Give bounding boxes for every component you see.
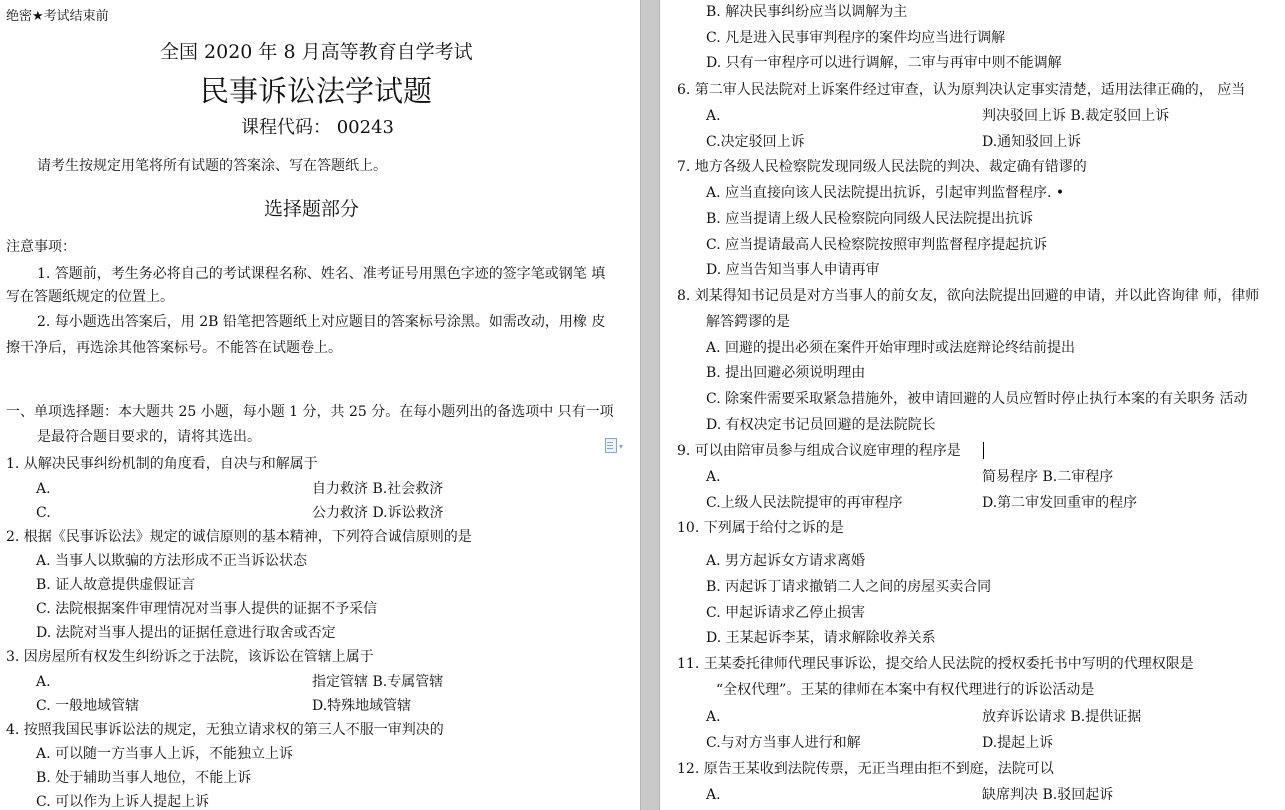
q12-options-ab: 缺席判决 B.驳回起诉	[982, 787, 1114, 803]
q5-option-b: B. 解决民事纠纷应当以调解为主	[706, 4, 908, 20]
note-1-line-1: 1. 答题前，考生务必将自己的考试课程名称、姓名、准考证号用黑色字迹的签字笔或钢笔 填	[37, 266, 606, 282]
q6-options-ab: 判决驳回上诉 B.裁定驳回上诉	[982, 108, 1170, 124]
q2-option-b: B. 证人故意提供虚假证言	[36, 577, 196, 593]
q3-option-c: C. 一般地域管辖	[36, 698, 140, 714]
q10-option-d: D. 王某起诉李某，请求解除收养关系	[706, 630, 936, 646]
q7-option-d: D. 应当告知当事人申请再审	[706, 262, 880, 278]
question-6: 6. 第二审人民法院对上诉案件经过审查，认为原判决认定事实清楚，适用法律正确的， 应当	[677, 82, 1246, 98]
q11-options-ab: 放弃诉讼请求 B.提供证据	[982, 709, 1142, 725]
q6-option-a: A.	[706, 108, 721, 124]
q9-options-ab: 简易程序 B.二审程序	[982, 469, 1114, 485]
q1-options-cd: 公力救济 D.诉讼救济	[312, 505, 444, 521]
q10-option-b: B. 丙起诉丁请求撤销二人之间的房屋买卖合同	[706, 579, 992, 595]
q9-option-c: C.上级人民法院提审的再审程序	[706, 495, 903, 511]
question-11-line-2: “全权代理”。王某的律师在本案中有权代理进行的诉讼活动是	[716, 682, 1095, 698]
left-page	[0, 0, 640, 810]
section-title: 选择题部分	[264, 198, 360, 220]
document-icon[interactable]	[605, 438, 624, 454]
q6-option-c: C.决定驳回上诉	[706, 134, 805, 150]
question-3: 3. 因房屋所有权发生纠纷诉之于法院，该诉讼在管辖上属于	[6, 649, 374, 665]
chevron-down-icon[interactable]: ▾	[619, 442, 624, 451]
question-7: 7. 地方各级人民检察院发现同级人民法院的判决、裁定确有错谬的	[677, 159, 1087, 175]
note-1-line-2: 写在答题纸规定的位置上。	[6, 289, 174, 305]
q2-option-a: A. 当事人以欺骗的方法形成不正当诉讼状态	[36, 553, 308, 569]
right-page	[660, 0, 1285, 810]
q3-options-ab: 指定管辖 B.专属管辖	[312, 674, 444, 690]
notes-heading: 注意事项：	[6, 239, 76, 255]
secret-mark: 绝密★考试结束前	[6, 9, 109, 24]
q9-option-d: D.第二审发回重审的程序	[982, 495, 1138, 511]
note-2-line-2: 擦干净后，再选涂其他答案标号。不能答在试题卷上。	[6, 340, 342, 356]
q8-option-b: B. 提出回避必须说明理由	[706, 365, 866, 381]
part1-heading-line-2: 是最符合题目要求的，请将其选出。	[37, 429, 261, 445]
question-9: 9. 可以由陪审员参与组成合议庭审理的程序是	[677, 443, 961, 459]
q6-option-d: D.通知驳回上诉	[982, 134, 1082, 150]
q3-option-a: A.	[36, 674, 51, 690]
q5-option-c: C. 凡是进入民事审判程序的案件均应当进行调解	[706, 30, 1006, 46]
q10-option-c: C. 甲起诉请求乙停止损害	[706, 605, 866, 621]
q1-options-ab: 自力救济 B.社会救济	[312, 481, 444, 497]
q9-option-a: A.	[706, 469, 721, 485]
q11-option-a: A.	[706, 709, 721, 725]
question-11-line-1: 11. 王某委托律师代理民事诉讼，提交给人民法院的授权委托书中写明的代理权限是	[677, 656, 1194, 672]
text-cursor	[983, 442, 984, 459]
q1-option-c: C.	[36, 505, 51, 521]
page-gutter	[640, 0, 660, 810]
q1-option-a: A.	[36, 481, 51, 497]
q12-option-a: A.	[706, 787, 721, 803]
q8-option-d: D. 有权决定书记员回避的是法院院长	[706, 417, 936, 433]
q2-option-d: D. 法院对当事人提出的证据任意进行取舍或否定	[36, 625, 336, 641]
course-code: 课程代码： 00243	[241, 117, 394, 138]
q4-option-c: C. 可以作为上诉人提起上诉	[36, 794, 210, 810]
question-2: 2. 根据《民事诉讼法》规定的诚信原则的基本精神，下列符合诚信原则的是	[6, 529, 472, 545]
q11-option-d: D.提起上诉	[982, 735, 1054, 751]
q3-option-d: D.特殊地域管辖	[312, 698, 412, 714]
question-8-line-2: 解答鍔谬的是	[706, 314, 790, 330]
part1-heading-line-1: 一、单项选择题：本大题共 25 小题，每小题 1 分，共 25 分。在每小题列出的备选项中 只有一项	[6, 404, 614, 420]
q7-option-b: B. 应当提请上级人民检察院向同级人民法院提出抗诉	[706, 211, 1034, 227]
q4-option-b: B. 处于辅助当事人地位，不能上诉	[36, 770, 252, 786]
question-4: 4. 按照我国民事诉讼法的规定，无独立请求权的第三人不服一审判决的	[6, 722, 444, 738]
q4-option-a: A. 可以随一方当事人上诉，不能独立上诉	[36, 746, 294, 762]
q10-option-a: A. 男方起诉女方请求离婚	[706, 553, 866, 569]
note-2-line-1: 2. 每小题选出答案后，用 2B 铅笔把答题纸上对应题目的答案标号涂黑。如需改动，用橡 皮	[37, 314, 606, 330]
question-8-line-1: 8. 刘某得知书记员是对方当事人的前女友，欲向法院提出回避的申请，并以此咨询律 师，律师	[677, 288, 1260, 304]
exam-title: 全国 2020 年 8 月高等教育自学考试	[160, 41, 473, 63]
q7-option-a: A. 应当直接向该人民法院提出抗诉，引起审判监督程序. •	[706, 185, 1065, 201]
q5-option-d: D. 只有一审程序可以进行调解，二审与再审中则不能调解	[706, 55, 1062, 71]
q7-option-c: C. 应当提请最高人民检察院按照审判监督程序提起抗诉	[706, 237, 1048, 253]
subject-title: 民事诉讼法学试题	[200, 74, 433, 108]
q11-option-c: C.与对方当事人进行和解	[706, 735, 861, 751]
q8-option-c: C. 除案件需要采取紧急措施外，被申请回避的人员应暂时停止执行本案的有关职务 活动	[706, 391, 1248, 407]
question-1: 1. 从解决民事纠纷机制的角度看，自决与和解属于	[6, 456, 318, 472]
q8-option-a: A. 回避的提出必须在案件开始审理时或法庭辩论终结前提出	[706, 340, 1076, 356]
question-12: 12. 原告王某收到法院传票，无正当理由拒不到庭，法院可以	[677, 761, 1054, 777]
q2-option-c: C. 法院根据案件审理情况对当事人提供的证据不予采信	[36, 601, 378, 617]
instruction: 请考生按规定用笔将所有试题的答案涂、写在答题纸上。	[37, 158, 387, 174]
question-10: 10. 下列属于给付之诉的是	[677, 520, 844, 536]
